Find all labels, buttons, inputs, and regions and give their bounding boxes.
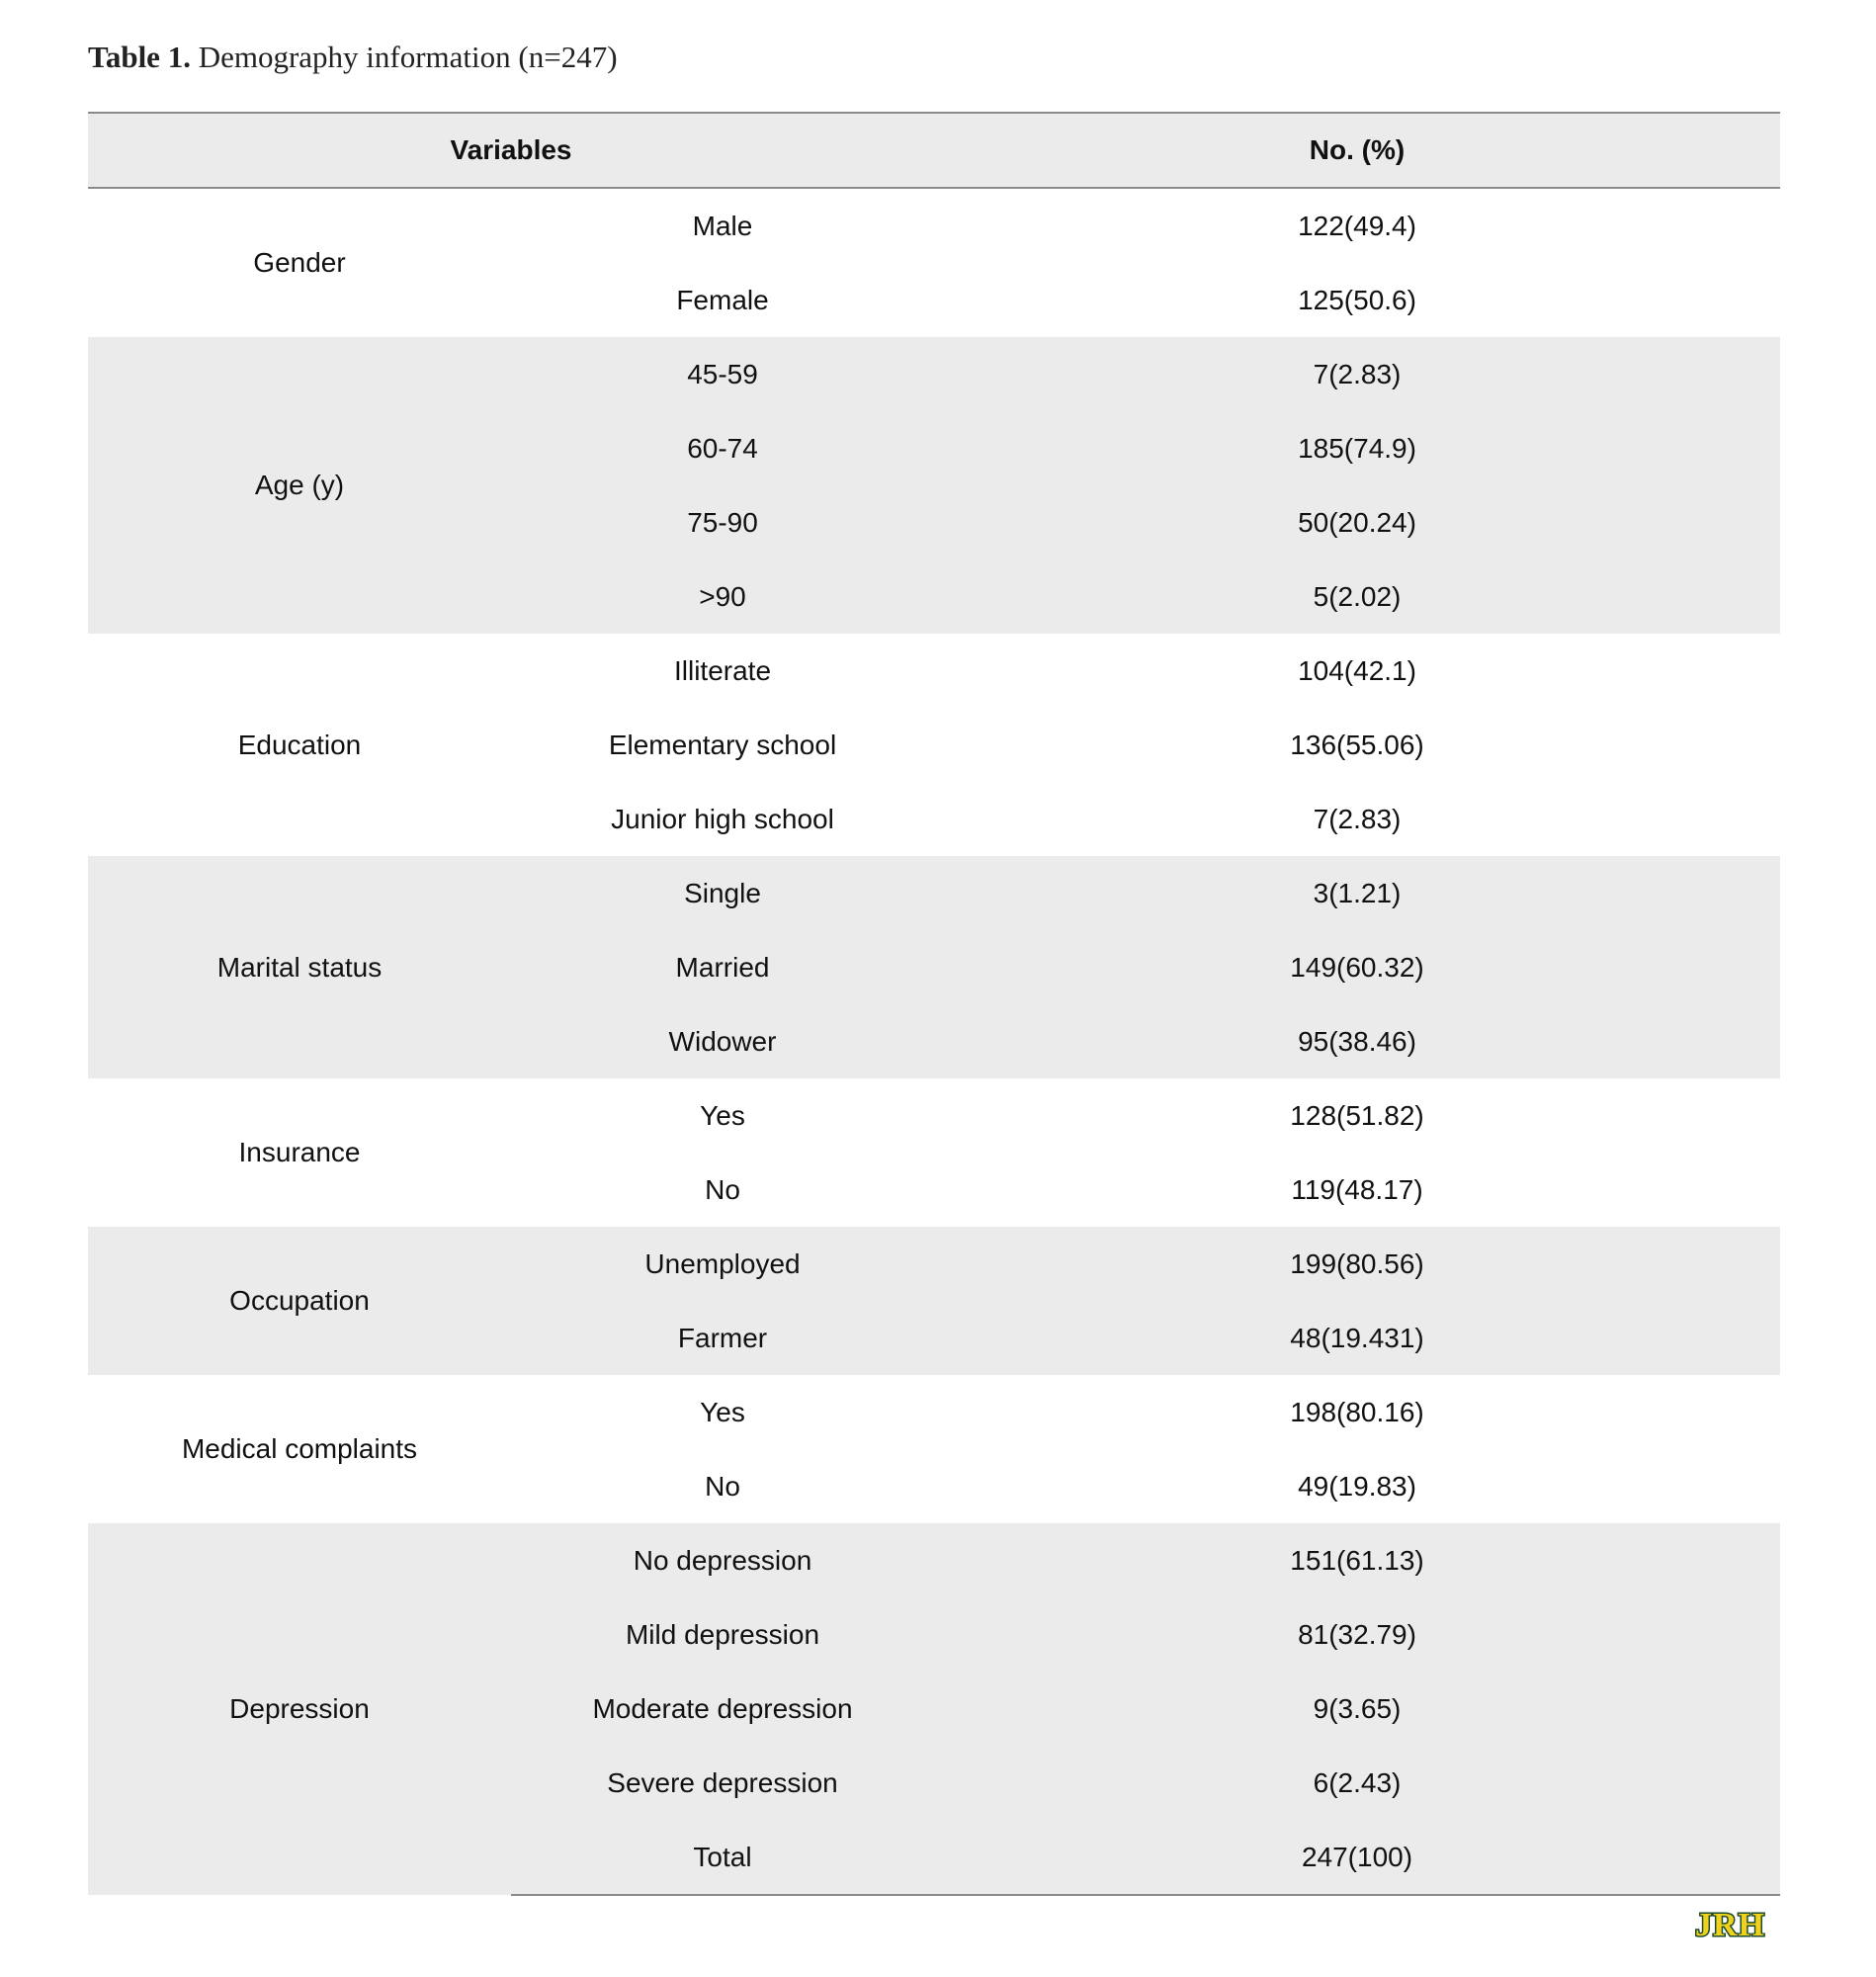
table-row <box>88 1227 1780 1301</box>
value-cell: 125(50.6) <box>1298 284 1416 315</box>
category-cell: No depression <box>511 1523 934 1597</box>
value-cell: 95(38.46) <box>934 1004 1780 1078</box>
category-cell: Severe depression <box>511 1746 934 1820</box>
table-row <box>88 1523 1780 1597</box>
category-cell: Junior high school <box>611 803 834 834</box>
value-cell: 3(1.21) <box>934 856 1780 930</box>
table-header-row <box>88 113 1780 188</box>
category-cell: Elementary school <box>608 729 837 760</box>
journal-logo-text: JRH <box>1695 1907 1765 1939</box>
demography-table <box>88 112 1780 1896</box>
category-cell: No <box>705 1173 740 1205</box>
category-cell: Female <box>676 284 769 315</box>
header-variables: Variables <box>88 113 934 188</box>
table-caption <box>88 40 618 75</box>
value-cell: 128(51.82) <box>1290 1099 1424 1131</box>
value-cell: 7(2.83) <box>934 337 1780 411</box>
table-row <box>88 188 1780 263</box>
category-cell: Widower <box>511 1004 934 1078</box>
value-cell: 151(61.13) <box>934 1523 1780 1597</box>
value-cell: 199(80.56) <box>934 1227 1780 1301</box>
table-body <box>88 188 1780 1895</box>
category-cell: Married <box>511 930 934 1004</box>
value-cell: 149(60.32) <box>934 930 1780 1004</box>
category-cell: No <box>705 1470 740 1502</box>
table-row <box>88 856 1780 930</box>
variable-group-cell: Insurance <box>238 1137 361 1167</box>
variable-group-cell: Medical complaints <box>181 1433 418 1464</box>
variable-group-cell: Gender <box>253 247 346 278</box>
table-row <box>88 1375 1780 1449</box>
table-row <box>88 1078 1780 1153</box>
category-cell: Moderate depression <box>511 1672 934 1746</box>
category-cell: 60-74 <box>511 411 934 485</box>
caption-text: Demography information (n=247) <box>198 40 618 74</box>
category-cell: Male <box>692 210 753 241</box>
value-cell: 122(49.4) <box>1298 210 1416 241</box>
category-cell: 75-90 <box>511 485 934 559</box>
value-cell: 81(32.79) <box>934 1597 1780 1672</box>
journal-logo <box>1680 1906 1780 1939</box>
demography-table-container <box>88 112 1780 1896</box>
value-cell: 247(100) <box>934 1820 1780 1895</box>
table-row <box>88 337 1780 411</box>
value-cell: 119(48.17) <box>1291 1173 1423 1205</box>
category-cell: Yes <box>700 1099 745 1131</box>
category-cell: Unemployed <box>511 1227 934 1301</box>
value-cell: 49(19.83) <box>1298 1470 1416 1502</box>
category-cell: Total <box>511 1820 934 1895</box>
variable-group-cell: Education <box>237 729 362 760</box>
caption-label: Table 1. <box>88 40 191 74</box>
value-cell: 185(74.9) <box>934 411 1780 485</box>
value-cell: 136(55.06) <box>1290 729 1424 760</box>
value-cell: 48(19.431) <box>934 1301 1780 1375</box>
table-row <box>88 634 1780 708</box>
value-cell: 50(20.24) <box>934 485 1780 559</box>
value-cell: 7(2.83) <box>1313 803 1402 834</box>
category-cell: Illiterate <box>673 654 772 686</box>
category-cell: Yes <box>700 1396 745 1427</box>
category-cell: Farmer <box>511 1301 934 1375</box>
value-cell: 6(2.43) <box>934 1746 1780 1820</box>
variable-group-cell: Age (y) <box>88 337 511 634</box>
variable-group-cell: Depression <box>88 1523 511 1895</box>
category-cell: 45-59 <box>511 337 934 411</box>
category-cell: >90 <box>511 559 934 634</box>
value-cell: 5(2.02) <box>934 559 1780 634</box>
category-cell: Mild depression <box>511 1597 934 1672</box>
variable-group-cell: Occupation <box>88 1227 511 1375</box>
header-value: No. (%) <box>934 113 1780 188</box>
variable-group-cell: Marital status <box>88 856 511 1078</box>
value-cell: 198(80.16) <box>1290 1396 1424 1427</box>
value-cell: 9(3.65) <box>934 1672 1780 1746</box>
category-cell: Single <box>511 856 934 930</box>
value-cell: 104(42.1) <box>1298 654 1416 686</box>
